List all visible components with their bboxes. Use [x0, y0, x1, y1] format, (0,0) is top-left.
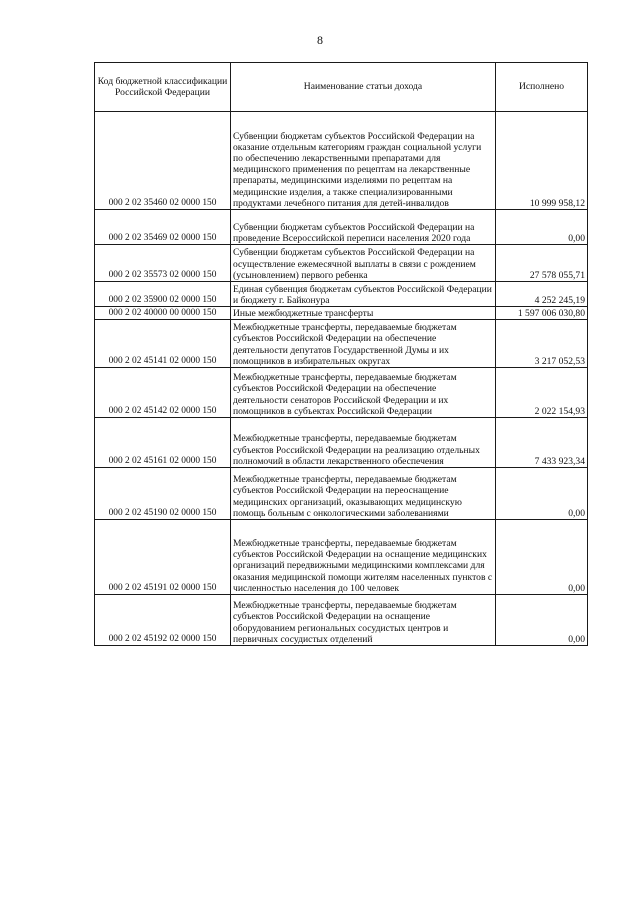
cell-code: 000 2 02 45191 02 0000 150: [95, 520, 231, 595]
cell-code: 000 2 02 35573 02 0000 150: [95, 245, 231, 282]
cell-amount: 0,00: [496, 210, 588, 245]
cell-amount: 1 597 006 030,80: [496, 307, 588, 320]
cell-name: Субвенции бюджетам субъектов Российской Федерации на проведение Всероссийской переписи населения 2020 года: [231, 210, 496, 245]
cell-amount: 0,00: [496, 520, 588, 595]
cell-name: Субвенции бюджетам субъектов Российской Федерации на осуществление ежемесячной выплаты в связи с рождением (усыновлением) первого ребенка: [231, 245, 496, 282]
table-row: [95, 112, 588, 210]
table-row: [95, 245, 588, 282]
cell-code: 000 2 02 45142 02 0000 150: [95, 368, 231, 418]
cell-name: Межбюджетные трансферты, передаваемые бюджетам субъектов Российской Федерации на обеспечение деятельности депутатов Государственной Думы и их помощников в избирательных округах: [231, 320, 496, 368]
page-number: 8: [317, 33, 323, 47]
cell-code: 000 2 02 40000 00 0000 150: [95, 307, 231, 320]
cell-name: Межбюджетные трансферты, передаваемые бюджетам субъектов Российской Федерации на реализацию отдельных полномочий в области лекарственного обеспечения: [231, 418, 496, 468]
cell-amount: 3 217 052,53: [496, 320, 588, 368]
cell-code: 000 2 02 35469 02 0000 150: [95, 210, 231, 245]
cell-name: Межбюджетные трансферты, передаваемые бюджетам субъектов Российской Федерации на обеспечение деятельности сенаторов Российской Федерации и их помощников в субъектах Российской Федерации: [231, 368, 496, 418]
cell-name: Субвенции бюджетам субъектов Российской Федерации на оказание отдельным категориям граждан социальной услуги по обеспечению лекарственными препаратами для медицинского применения по рецептам на лекарственные препараты, медицинскими изделиями по рецептам на медицинские изделия, а также специализированными продуктами лечебного питания для детей-инвалидов: [231, 112, 496, 210]
cell-code: 000 2 02 45141 02 0000 150: [95, 320, 231, 368]
table-header-row: [95, 63, 588, 112]
table-row: [95, 368, 588, 418]
table-row: [95, 210, 588, 245]
cell-code: 000 2 02 45192 02 0000 150: [95, 595, 231, 646]
table-row: [95, 418, 588, 468]
table-row: [95, 307, 588, 320]
cell-name: Межбюджетные трансферты, передаваемые бюджетам субъектов Российской Федерации на переоснащение медицинских организаций, оказывающих медицинскую помощь больным с онкологическими заболеваниями: [231, 468, 496, 520]
cell-code: 000 2 02 45190 02 0000 150: [95, 468, 231, 520]
header-code: Код бюджетной классификации Российской Федерации: [95, 63, 231, 112]
table-row: [95, 468, 588, 520]
table-row: [95, 282, 588, 307]
cell-code: 000 2 02 45161 02 0000 150: [95, 418, 231, 468]
cell-code: 000 2 02 35460 02 0000 150: [95, 112, 231, 210]
cell-name: Межбюджетные трансферты, передаваемые бюджетам субъектов Российской Федерации на оснащение оборудованием региональных сосудистых центров и первичных сосудистых отделений: [231, 595, 496, 646]
cell-name: Единая субвенция бюджетам субъектов Российской Федерации и бюджету г. Байконура: [231, 282, 496, 307]
cell-name: Межбюджетные трансферты, передаваемые бюджетам субъектов Российской Федерации на оснащение медицинских организаций передвижными медицинскими комплексами для оказания медицинской помощи жителям населенных пунктов с численностью населения до 100 человек: [231, 520, 496, 595]
table-row: [95, 595, 588, 646]
table-row: [95, 320, 588, 368]
cell-amount: 10 999 958,12: [496, 112, 588, 210]
budget-income-table: [94, 62, 588, 646]
table-row: [95, 520, 588, 595]
header-amount: Исполнено: [496, 63, 588, 112]
cell-code: 000 2 02 35900 02 0000 150: [95, 282, 231, 307]
cell-amount: 7 433 923,34: [496, 418, 588, 468]
cell-amount: 0,00: [496, 468, 588, 520]
cell-amount: 0,00: [496, 595, 588, 646]
cell-name: Иные межбюджетные трансферты: [231, 307, 496, 320]
cell-amount: 4 252 245,19: [496, 282, 588, 307]
cell-amount: 27 578 055,71: [496, 245, 588, 282]
header-name: Наименование статьи дохода: [231, 63, 496, 112]
cell-amount: 2 022 154,93: [496, 368, 588, 418]
